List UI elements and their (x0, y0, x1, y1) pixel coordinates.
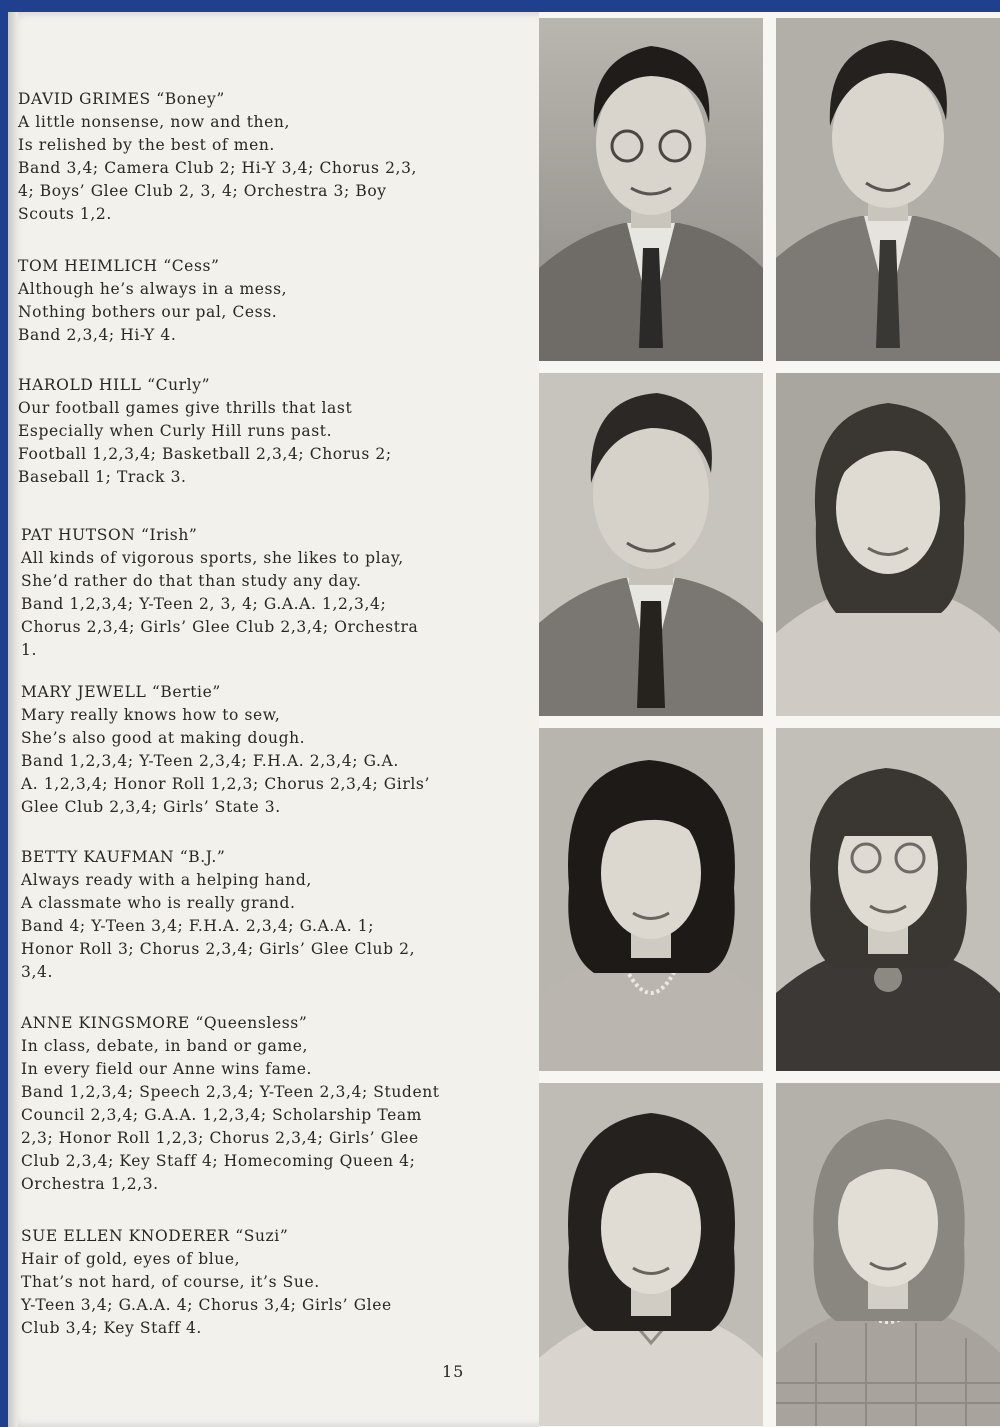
entry-line: In every field our Anne wins fame. (21, 1060, 313, 1078)
portrait-betty-kaufman (776, 728, 1000, 1071)
entry-line: Scouts 1,2. (18, 205, 112, 223)
entry-line: She’d rather do that than study any day. (21, 572, 362, 590)
entry-line: Band 2,3,4; Hi-Y 4. (18, 326, 177, 344)
entry-name: PAT HUTSON “Irish” (21, 526, 198, 544)
entry-line: Club 3,4; Key Staff 4. (21, 1319, 202, 1337)
entry-name: BETTY KAUFMAN “B.J.” (21, 848, 226, 866)
entry-line: All kinds of vigorous sports, she likes to play, (21, 549, 404, 567)
entry-line: Always ready with a helping hand, (21, 871, 312, 889)
entry-line: Mary really knows how to sew, (21, 706, 281, 724)
senior-entry-tom-heimlich (18, 255, 508, 347)
portrait-pat-hutson (776, 373, 1000, 716)
portrait-harold-hill (539, 373, 763, 716)
entry-line: She’s also good at making dough. (21, 729, 306, 747)
entry-line: A. 1,2,3,4; Honor Roll 1,2,3; Chorus 2,3,4; Girls’ (21, 775, 430, 793)
entry-name: HAROLD HILL “Curly” (18, 376, 211, 394)
entry-line: Band 3,4; Camera Club 2; Hi-Y 3,4; Chorus 2,3, (18, 159, 418, 177)
entry-line: A classmate who is really grand. (21, 894, 296, 912)
entry-line: That’s not hard, of course, it’s Sue. (21, 1273, 320, 1291)
entry-line: Baseball 1; Track 3. (18, 468, 187, 486)
portrait-grid (539, 12, 1000, 1427)
senior-entry-david-grimes (18, 88, 508, 226)
senior-entry-betty-kaufman (21, 846, 511, 984)
senior-entry-anne-kingsmore (21, 1012, 511, 1196)
entry-line: Glee Club 2,3,4; Girls’ State 3. (21, 798, 281, 816)
portrait-david-grimes (539, 18, 763, 361)
entry-line: Orchestra 1,2,3. (21, 1175, 159, 1193)
entry-line: Our football games give thrills that last (18, 399, 353, 417)
entry-line: Band 4; Y-Teen 3,4; F.H.A. 2,3,4; G.A.A. 1; (21, 917, 375, 935)
entry-line: A little nonsense, now and then, (18, 113, 291, 131)
entry-line: Chorus 2,3,4; Girls’ Glee Club 2,3,4; Orchestra (21, 618, 419, 636)
entry-line: Is relished by the best of men. (18, 136, 275, 154)
entry-line: Football 1,2,3,4; Basketball 2,3,4; Chorus 2; (18, 445, 392, 463)
entry-line: 2,3; Honor Roll 1,2,3; Chorus 2,3,4; Girls’ Glee (21, 1129, 419, 1147)
entry-line: Council 2,3,4; G.A.A. 1,2,3,4; Scholarship Team (21, 1106, 422, 1124)
entry-line: Y-Teen 3,4; G.A.A. 4; Chorus 3,4; Girls’ Glee (21, 1296, 392, 1314)
entry-name: MARY JEWELL “Bertie” (21, 683, 221, 701)
entry-line: 3,4. (21, 963, 53, 981)
entry-name: ANNE KINGSMORE “Queensless” (21, 1014, 308, 1032)
yearbook-page (8, 12, 1000, 1427)
portrait-sue-ellen-knoderer (776, 1083, 1000, 1426)
entry-name: TOM HEIMLICH “Cess” (18, 257, 220, 275)
entry-line: Honor Roll 3; Chorus 2,3,4; Girls’ Glee Club 2, (21, 940, 416, 958)
entry-line: Band 1,2,3,4; Speech 2,3,4; Y-Teen 2,3,4; Student (21, 1083, 440, 1101)
entry-line: 4; Boys’ Glee Club 2, 3, 4; Orchestra 3; Boy (18, 182, 387, 200)
entry-line: 1. (21, 641, 37, 659)
senior-entry-sue-ellen-knoderer (21, 1225, 511, 1340)
entry-line: In class, debate, in band or game, (21, 1037, 309, 1055)
page-spine (8, 12, 18, 1427)
senior-entry-harold-hill (18, 374, 508, 489)
portrait-mary-jewell (539, 728, 763, 1071)
entry-name: DAVID GRIMES “Boney” (18, 90, 225, 108)
portrait-anne-kingsmore (539, 1083, 763, 1426)
entry-line: Band 1,2,3,4; Y-Teen 2,3,4; F.H.A. 2,3,4; G.A. (21, 752, 399, 770)
senior-entry-pat-hutson (21, 524, 511, 662)
entry-line: Although he’s always in a mess, (18, 280, 288, 298)
page-number: 15 (442, 1362, 465, 1381)
senior-entry-mary-jewell (21, 681, 511, 819)
entry-name: SUE ELLEN KNODERER “Suzi” (21, 1227, 289, 1245)
portrait-tom-heimlich (776, 18, 1000, 361)
entry-line: Nothing bothers our pal, Cess. (18, 303, 278, 321)
entry-line: Club 2,3,4; Key Staff 4; Homecoming Queen 4; (21, 1152, 416, 1170)
entry-line: Hair of gold, eyes of blue, (21, 1250, 241, 1268)
entry-line: Band 1,2,3,4; Y-Teen 2, 3, 4; G.A.A. 1,2,3,4; (21, 595, 387, 613)
entry-line: Especially when Curly Hill runs past. (18, 422, 333, 440)
